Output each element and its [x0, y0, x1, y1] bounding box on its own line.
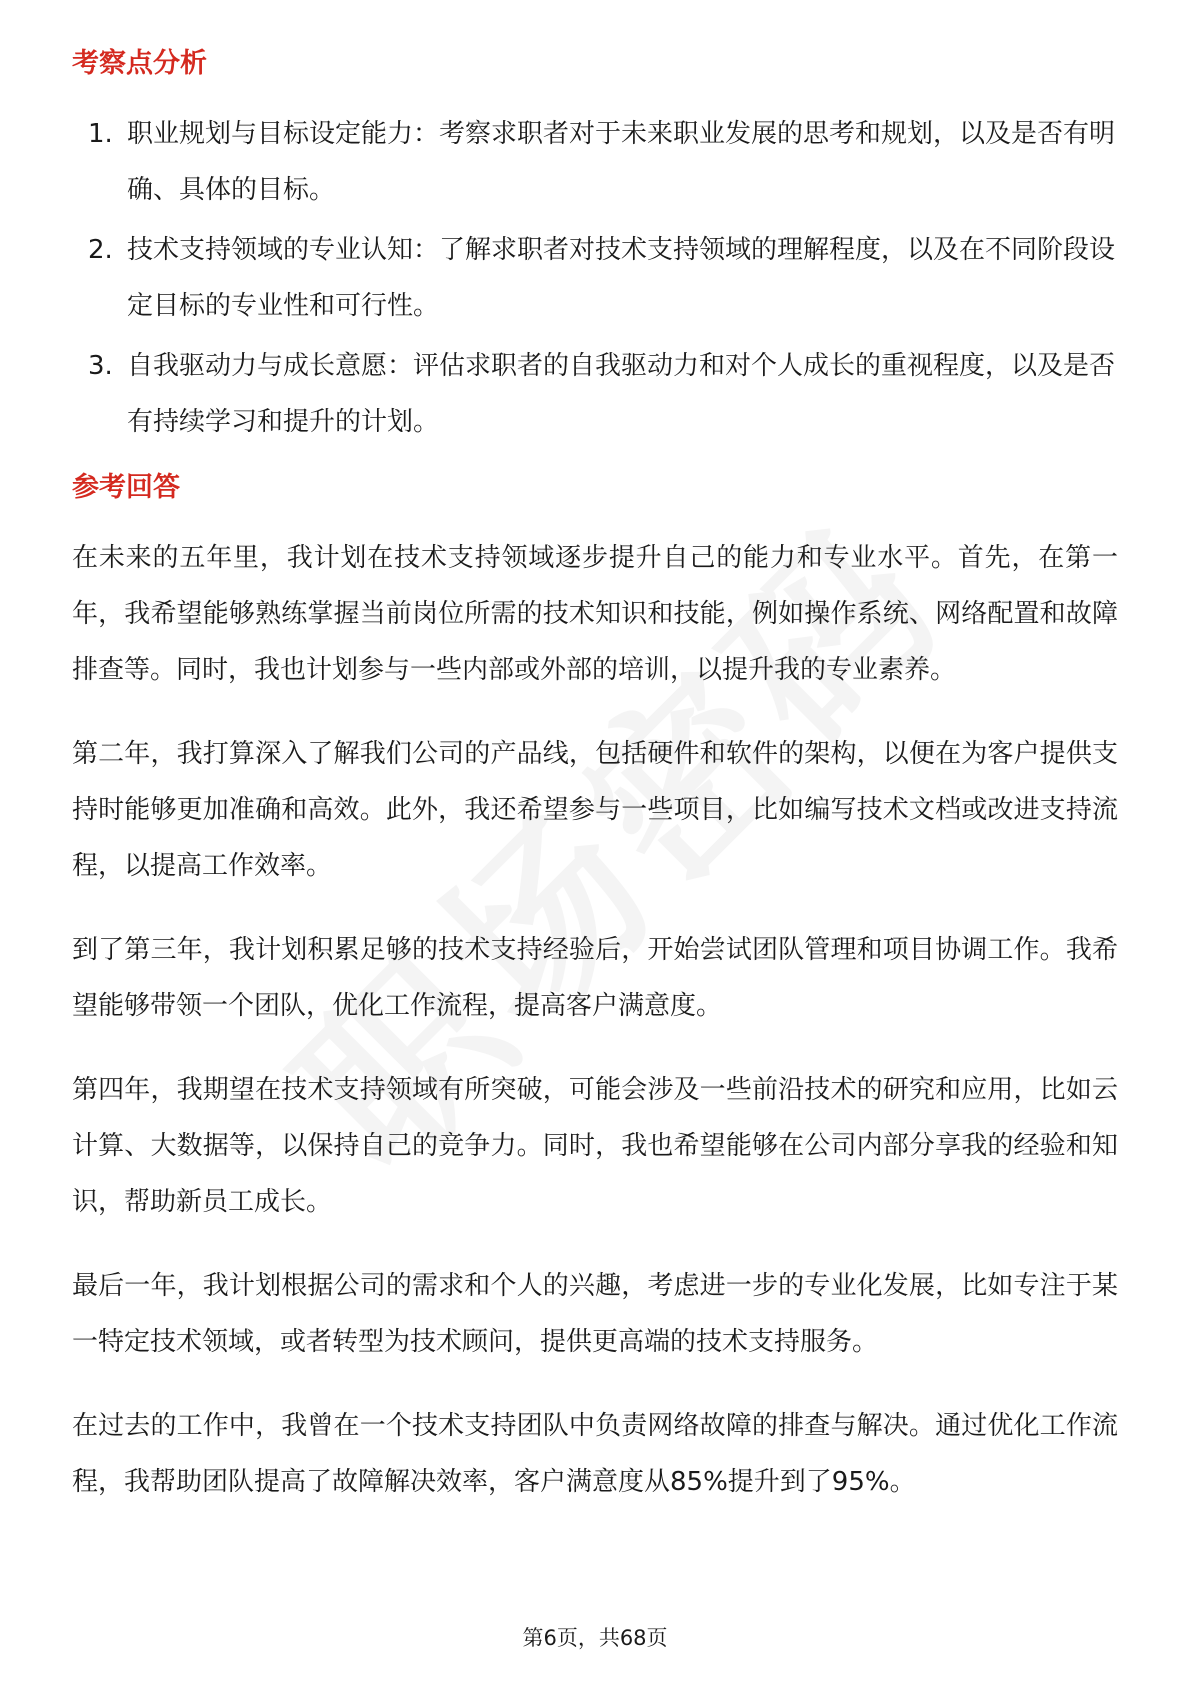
answer-paragraph: 最后一年，我计划根据公司的需求和个人的兴趣，考虑进一步的专业化发展，比如专注于某一特定技术领域，或者转型为技术顾问，提供更高端的技术支持服务。: [72, 1271, 1118, 1357]
answer-paragraph: 第二年，我打算深入了解我们公司的产品线，包括硬件和软件的架构，以便在为客户提供支持时能够更加准确和高效。此外，我还希望参与一些项目，比如编写技术文档或改进支持流程，以提高工作效率。: [72, 739, 1118, 881]
page-content: [72, 44, 1118, 1538]
point-number: 2.: [88, 235, 113, 265]
point-text: 自我驱动力与成长意愿：评估求职者的自我驱动力和对个人成长的重视程度，以及是否有持续学习和提升的计划。: [127, 351, 1116, 437]
analysis-point: [72, 338, 1118, 450]
answer-paragraph: 第四年，我期望在技术支持领域有所突破，可能会涉及一些前沿技术的研究和应用，比如云计算、大数据等，以保持自己的竞争力。同时，我也希望能够在公司内部分享我的经验和知识，帮助新员工成长。: [72, 1075, 1118, 1217]
answer-paragraph: 在过去的工作中，我曾在一个技术支持团队中负责网络故障的排查与解决。通过优化工作流程，我帮助团队提高了故障解决效率，客户满意度从85%提升到了95%。: [72, 1411, 1118, 1497]
answer-paragraph: 在未来的五年里，我计划在技术支持领域逐步提升自己的能力和专业水平。首先，在第一年，我希望能够熟练掌握当前岗位所需的技术知识和技能，例如操作系统、网络配置和故障排查等。同时，我也计划参与一些内部或外部的培训，以提升我的专业素养。: [72, 543, 1118, 685]
point-number: 3.: [88, 351, 113, 381]
analysis-points-list: [72, 106, 1118, 450]
answer-heading: 参考回答: [72, 472, 180, 503]
point-number: 1.: [88, 119, 113, 149]
page-number: 第6页，共68页: [522, 1626, 668, 1650]
analysis-heading: 考察点分析: [72, 48, 207, 79]
analysis-point: [72, 222, 1118, 334]
analysis-point: [72, 106, 1118, 218]
point-text: 职业规划与目标设定能力：考察求职者对于未来职业发展的思考和规划，以及是否有明确、具体的目标。: [127, 119, 1116, 205]
answer-paragraph: 到了第三年，我计划积累足够的技术支持经验后，开始尝试团队管理和项目协调工作。我希望能够带领一个团队，优化工作流程，提高客户满意度。: [72, 935, 1118, 1021]
point-text: 技术支持领域的专业认知：了解求职者对技术支持领域的理解程度，以及在不同阶段设定目标的专业性和可行性。: [127, 235, 1116, 321]
